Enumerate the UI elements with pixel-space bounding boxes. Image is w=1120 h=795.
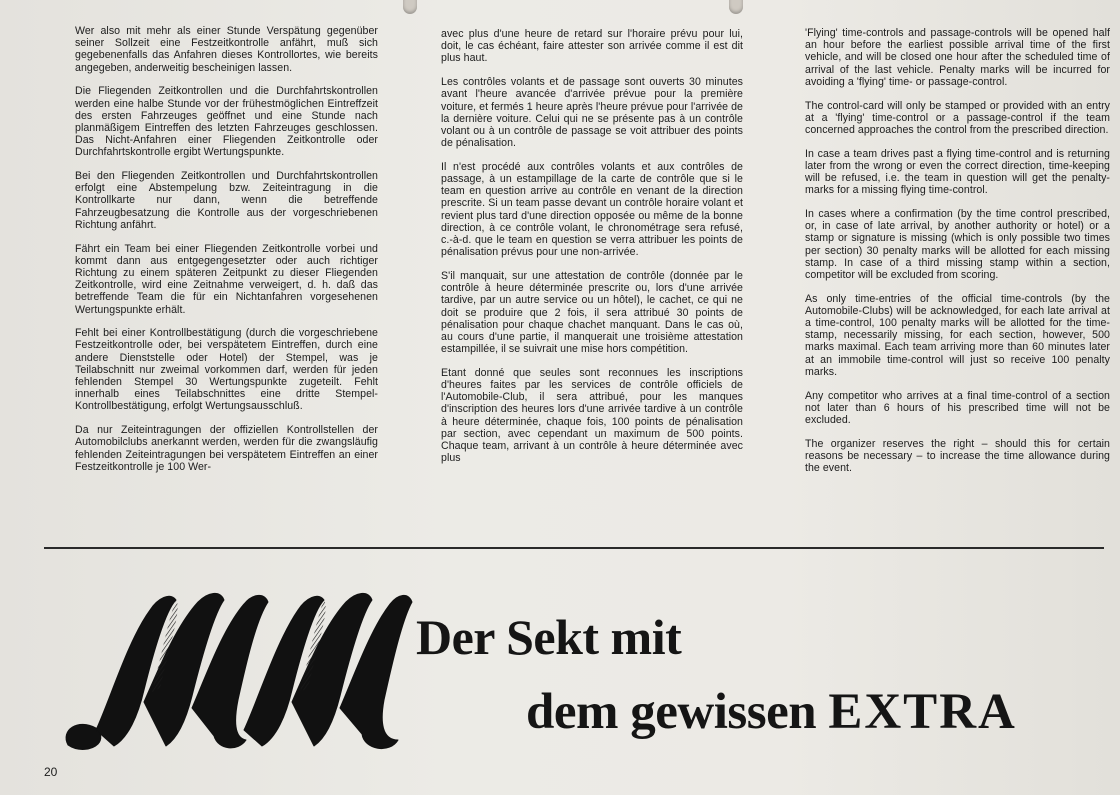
german-paragraph-4: Fährt ein Team bei einer Fliegenden Zeitkontrolle vorbei und kommt dann aus entgegengesetzter oder auch richtiger Richtung zu einem späteren Zeitpunkt zu dieser Fliegenden Zeitkontrolle, wird eine Zeitnahme verweigert, d. h. daß das betreffende Team die für ein Nichtanfahren vorgesehenen Wertungspunkte erhält.: [75, 242, 378, 316]
advertisement-headline: Der Sekt mit: [416, 609, 682, 665]
page-number: 20: [44, 765, 58, 779]
english-paragraph-2: The control-card will only be stamped or provided with an entry at a 'flying' time-control or a passage-control if the team concerned approaches the control from the prescribed direction.: [805, 99, 1110, 136]
german-paragraph-1: Wer also mit mehr als einer Stunde Verspätung gegenüber seiner Sollzeit eine Festzeitkontrolle anfährt, muß sich gegebenenfalls das Anfahren dieses Kontrollortes, wie bereits angegeben, anderweitig bescheinigen lassen.: [75, 25, 378, 74]
horizontal-divider: [44, 547, 1104, 549]
english-paragraph-7: The organizer reserves the right – should this for certain reasons be necessary – to increase the time allowance during the event.: [805, 437, 1110, 475]
english-paragraph-4: In cases where a confirmation (by the time control prescribed, or, in case of late arrival, by another authority or hotel) or a stamp or signature is missing (which is only possible two times per section) 30 penalty marks will be allotted for each missing stamp. In case of a third missing stamp within a section, competitor will be excluded from scoring.: [805, 207, 1110, 281]
german-paragraph-6: Da nur Zeiteintragungen der offiziellen Kontrollstellen der Automobilclubs anerkannt werden, werden für die zwangsläufig fehlenden Zeiteintragungen bei verspätetem Eintreffen an einer Festzeitkontrolle je 100 Wer-: [75, 424, 378, 473]
german-paragraph-2: Die Fliegenden Zeitkontrollen und die Durchfahrtskontrollen werden eine halbe Stunde vor der frühestmöglichen Eintreffzeit des ersten Fahrzeuges geöffnet und eine Stunde nach planmäßigem Eintreffen des letzten Fahrzeuges geschlossen. Das Nicht-Anfahren einer Fliegenden Zeitkontrolle oder Durchfahrtskontrolle ergibt Wertungspunkte.: [75, 85, 378, 159]
french-paragraph-5: Etant donné que seules sont reconnues les inscriptions d'heures faites par les services de contrôle officiels de l'Automobile-Club, il sera attribué, pour les manques d'inscription des heures lors d'une arrivée tardive à un contrôle à heure déterminée, chaque fois, 100 points de pénalisation par section, avec cependant un maximum de 500 points. Chaque team, arrivant à un contrôle à heure déterminée avec plus: [441, 366, 743, 465]
english-text-column: [805, 27, 1110, 486]
advertisement-tagline-emphasis: EXTRA: [828, 684, 1017, 740]
advertisement-tagline: [526, 683, 1017, 741]
english-paragraph-1: 'Flying' time-controls and passage-controls will be opened half an hour before the earliest possible arrival time of the first vehicle, and will be closed one hour after the scheduled time of arrival of the last vehicle. Penalty marks will be incurred for avoiding a 'flying' time- or passage-control.: [805, 27, 1110, 88]
french-paragraph-4: S'il manquait, sur une attestation de contrôle (donnée par le contrôle à heure déterminée prescrite ou, lors d'une arrivée tardive, par un autre service ou un hôtel), le cachet, ce qui ne doit se produire que 2 fois, il sera attribué 30 points de pénalisation pour chaque chachet manquant. Dans le cas où, au cours d'une partie, il manquerait une troisième attestation estampillée, il se suivrait une mise hors compétition.: [441, 269, 743, 356]
german-paragraph-5: Fehlt bei einer Kontrollbestätigung (durch die vorgeschriebene Festzeitkontrolle oder, bei verspätetem Eintreffen, durch eine andere Dienststelle oder Hotel) der Stempel, was je Teilabschnitt nur zweimal vorkommen darf, werden für jeden fehlenden Stempel 30 Wertungspunkte zugeteilt. Fehlt innerhalb eines Teilabschnittes eine dritte Stempel-Kontrollbestätigung, erfolgt Wertungsausschluß.: [75, 327, 378, 413]
french-paragraph-3: Il n'est procédé aux contrôles volants et aux contrôles de passage, à un estampillage de la carte de contrôle que si le team en question arrive au contrôle en venant de la direction prescrite. Si un team passe devant un contrôle horaire volant et revient plus tard d'une direction opposée ou même de la bonne direction, à ce contrôle volant, le chronométrage sera refusé, c.-à-d. que le team en question se verra attribuer les points de pénalisation prévus pour une non-arrivée.: [441, 160, 743, 259]
mm-brand-logo: [58, 580, 418, 758]
french-paragraph-1: avec plus d'une heure de retard sur l'horaire prévu pour lui, doit, le cas échéant, faire attester son arrivée comme il est dit plus haut.: [441, 28, 743, 65]
logo-letter-m-right: [244, 593, 412, 748]
binding-hole-right: [729, 0, 743, 14]
english-paragraph-3: In case a team drives past a flying time-control and is returning later from the wrong or even the correct direction, time-keeping will be refused, i.e. the team in question will get the penalty-marks for a missing flying time-control.: [805, 147, 1110, 197]
english-paragraph-6: Any competitor who arrives at a final time-control of a section not later than 6 hours of his prescribed time will not be excluded.: [805, 389, 1110, 426]
french-text-column: [441, 28, 743, 476]
english-paragraph-5: As only time-entries of the official time-controls (by the Automobile-Clubs) will be acknowledged, for each late arrival at a time-control, 100 penalty marks will be allotted for the time-stamp, necessarily missing, for each section, however, 500 marks maximal. Each team arriving more than 60 minutes later at an immobile time-control will just so receive 100 penalty marks.: [805, 292, 1110, 378]
logo-letter-m-left: [66, 593, 268, 749]
advertisement-tagline-prefix: dem gewissen: [526, 684, 817, 740]
german-text-column: [75, 25, 378, 485]
french-paragraph-2: Les contrôles volants et de passage sont ouverts 30 minutes avant l'heure avancée d'arrivée prévue pour la première voiture, et fermés 1 heure après l'heure prévue pour l'arrivée de la dernière voiture. Celui qui ne se présente pas à un contrôle volant ou à un contrôle de passage se voit attribuer des points de pénalisation.: [441, 76, 743, 150]
binding-hole-left: [403, 0, 417, 14]
german-paragraph-3: Bei den Fliegenden Zeitkontrollen und Durchfahrtskontrollen erfolgt eine Abstempelung bzw. Zeiteintragung in die Kontrollkarte nur dann, wenn die betreffende Fahrzeugbesatzung die Kontrolle aus der vorgeschriebenen Richtung anfährt.: [75, 170, 378, 231]
